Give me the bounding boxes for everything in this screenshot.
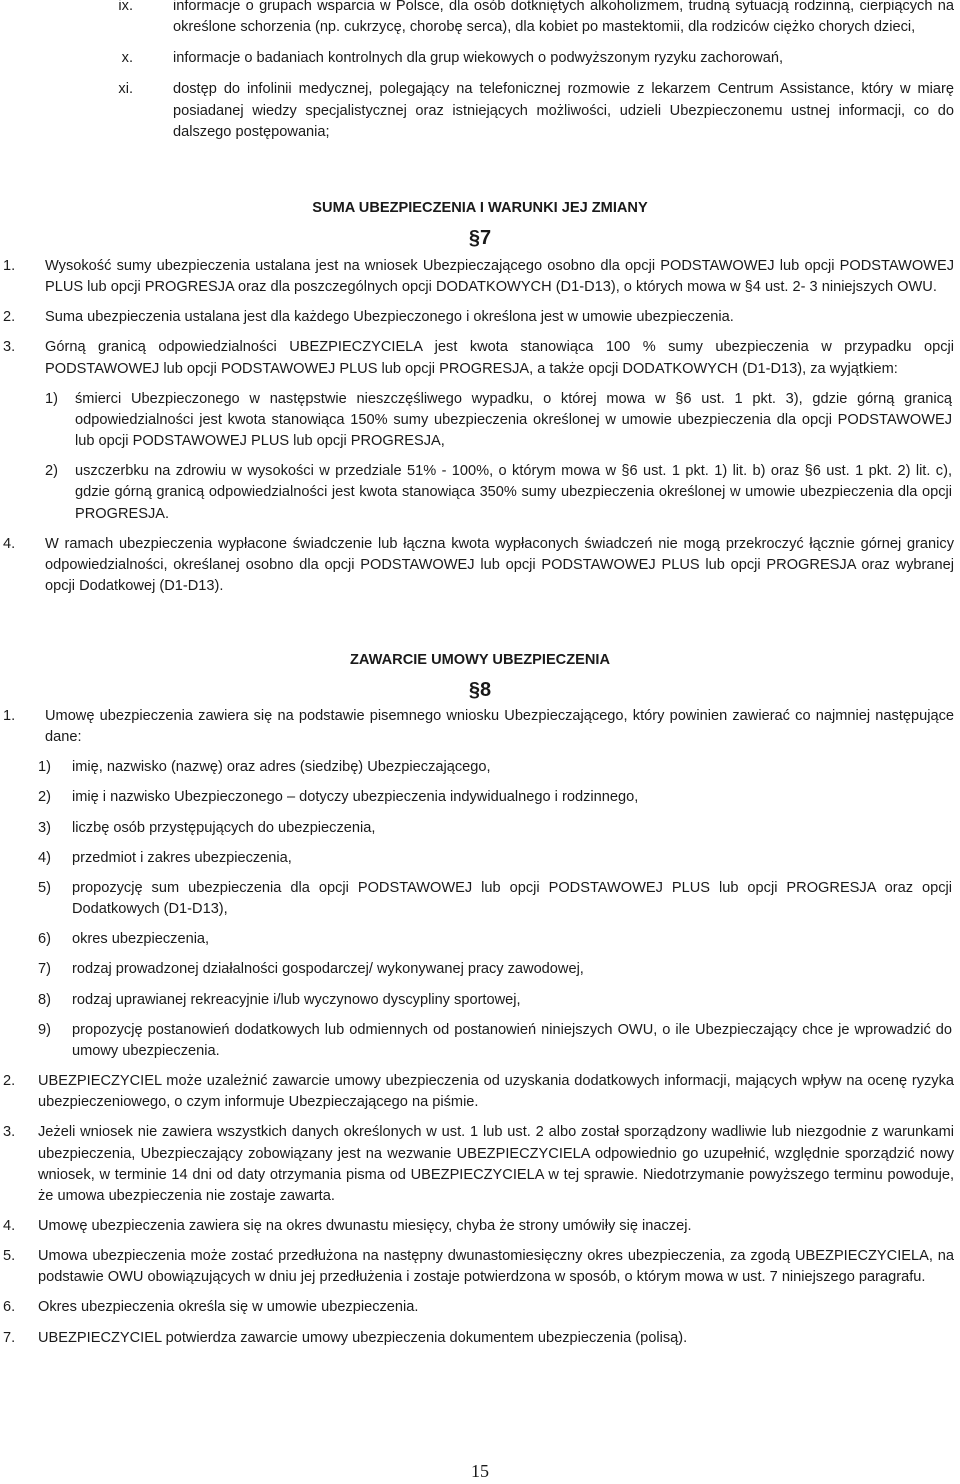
item-number: 1) <box>38 759 51 776</box>
list-item <box>0 256 960 298</box>
sub-list-item <box>0 878 960 920</box>
list-item <box>0 1216 960 1237</box>
item-text: rodzaj prowadzonej działalności gospodarczej/ wykonywanej pracy zawodowej, <box>72 961 584 978</box>
sub-list-item <box>0 959 960 980</box>
sub-list-item <box>0 990 960 1011</box>
item-number: ix. <box>118 0 133 14</box>
item-text: informacje o badaniach kontrolnych dla grup wiekowych o podwyższonym ryzyku zachorowań, <box>173 50 783 67</box>
item-text: W ramach ubezpieczenia wypłacone świadczenie lub łączna kwota wypłaconych świadczeń nie mogą przekroczyć łącznie górnej granicy odpowiedzialności, określanej osobno dla opcji PODSTAWOWEJ lub opcji PODSTAWOWEJ PLUS lub opcji PROGRESJA oraz wybranej opcji Dodatkowej (D1-D13). <box>45 535 954 595</box>
sub-list-item <box>0 1020 960 1062</box>
list-item <box>0 48 960 69</box>
item-number: 3. <box>3 339 16 356</box>
section-8-paragraph-mark: §8 <box>468 679 492 701</box>
item-number: 5) <box>38 879 51 896</box>
sub-list-item <box>0 929 960 950</box>
sub-list-item <box>0 848 960 869</box>
item-number: 9) <box>38 1021 51 1038</box>
item-text: przedmiot i zakres ubezpieczenia, <box>72 849 292 866</box>
item-text: dostęp do infolinii medycznej, polegający na telefonicznej rozmowie z lekarzem Centrum Assistance, który w miarę posiadanej wiedzy specjalistycznej oraz istniejących możliwości, udzieli Ubezpieczonemu ustnej informacji, co do dalszego postępowania; <box>173 81 954 140</box>
item-text: propozycję postanowień dodatkowych lub odmiennych od postanowień niniejszych OWU, o ile Ubezpieczający chce je wprowadzić do umowy ubezpieczenia. <box>72 1021 952 1059</box>
list-item <box>0 1071 960 1113</box>
item-number: 2) <box>38 789 51 806</box>
section-7-paragraph-mark: §7 <box>468 227 492 249</box>
item-number: 6. <box>3 1299 16 1316</box>
sub-list-item <box>0 787 960 808</box>
page-number: 15 <box>471 1461 489 1481</box>
item-number: 6) <box>38 931 51 948</box>
item-text: rodzaj uprawianej rekreacyjnie i/lub wyczynowo dyscypliny sportowej, <box>72 991 521 1008</box>
list-item <box>0 307 960 328</box>
item-text: Wysokość sumy ubezpieczenia ustalana jest na wniosek Ubezpieczającego osobno dla opcji PODSTAWOWEJ lub opcji PODSTAWOWEJ PLUS lub opcji PROGRESJA oraz dla poszczególnych opcji DODATKOWYCH (D1-D13), o których mowa w §4 ust. 2- 3 niniejszych OWU. <box>45 258 954 296</box>
item-number: 1) <box>45 390 58 407</box>
sub-list-item <box>0 818 960 839</box>
item-number: 1. <box>3 708 16 724</box>
item-number: 5. <box>3 1248 16 1265</box>
item-number: 7) <box>38 961 51 978</box>
item-text: Górną granicą odpowiedzialności UBEZPIECZYCIELA jest kwota stanowiąca 100 % sumy ubezpieczenia w przypadku opcji PODSTAWOWEJ lub opcji PODSTAWOWEJ PLUS lub opcji PROGRESJA, a także opcji DODATKOWYCH (D1-D13), za wyjątkiem: <box>45 339 954 377</box>
item-text: informacje o grupach wsparcia w Polsce, dla osób dotkniętych alkoholizmem, trudną sytuacją rodzinną, cierpiących na określone schorzenia (np. cukrzycę, chorobę serca), dla kobiet po mastektomii, dla rodziców ciężko chorych dzieci, <box>173 0 954 36</box>
list-item <box>0 79 960 142</box>
section-8-list <box>0 706 960 1358</box>
item-text: imię, nazwisko (nazwę) oraz adres (siedzibę) Ubezpieczającego, <box>72 759 491 776</box>
sub-list-item <box>0 389 960 452</box>
item-text: Jeżeli wniosek nie zawiera wszystkich danych określonych w ust. 1 lub ust. 2 albo został sporządzony wadliwie lub niezgodnie z warunkami ubezpieczenia, Ubezpieczający zobowiązany jest na wezwanie UBEZPIECZYCIELA odpowiednio go uzupełnić, względnie sporządzić nowy wniosek, w terminie 14 dni od daty otrzymania pisma od UBEZPIECZYCIELA w tej sprawie. Niedotrzymanie powyższego terminu powoduje, że umowa ubezpieczenia nie zostaje zawarta. <box>38 1124 954 1204</box>
item-number: 2) <box>45 463 58 480</box>
item-text: Umowę ubezpieczenia zawiera się na okres dwunastu miesięcy, chyba że strony umówiły się inaczej. <box>38 1217 692 1234</box>
item-number: xi. <box>118 81 133 98</box>
item-number: x. <box>121 50 133 67</box>
item-number: 4) <box>38 849 51 866</box>
item-number: 4. <box>3 1217 16 1234</box>
item-text: Suma ubezpieczenia ustalana jest dla każdego Ubezpieczonego i określona jest w umowie ubezpieczenia. <box>45 309 734 326</box>
list-item <box>0 0 960 38</box>
section-7-list <box>0 256 960 606</box>
item-number: 1. <box>3 258 16 274</box>
item-number: 3. <box>3 1124 16 1141</box>
list-item <box>0 1328 960 1349</box>
item-number: 2. <box>3 1073 16 1090</box>
section-7-title: SUMA UBEZPIECZENIA I WARUNKI JEJ ZMIANY <box>312 200 648 216</box>
list-item <box>0 1122 960 1207</box>
item-text: okres ubezpieczenia, <box>72 931 210 948</box>
item-text: UBEZPIECZYCIEL może uzależnić zawarcie umowy ubezpieczenia od uzyskania dodatkowych informacji, mających wpływ na ocenę ryzyka ubezpieczeniowego, o czym informuje Ubezpieczającego na piśmie. <box>38 1073 954 1111</box>
item-text: Umowa ubezpieczenia może zostać przedłużona na następny dwunastomiesięczny okres ubezpieczenia, za zgodą UBEZPIECZYCIELA, na podstawie OWU obowiązujących w dniu jej przedłużenia i zostaje potwierdzona w sposób, o którym mowa w ust. 7 niniejszego paragrafu. <box>38 1248 954 1286</box>
item-text: UBEZPIECZYCIEL potwierdza zawarcie umowy ubezpieczenia dokumentem ubezpieczenia (polisą). <box>38 1329 688 1346</box>
list-item <box>0 1297 960 1318</box>
item-text: liczbę osób przystępujących do ubezpieczenia, <box>72 819 376 836</box>
item-text: śmierci Ubezpieczonego w następstwie nieszczęśliwego wypadku, o której mowa w §6 ust. 1 pkt. 3), gdzie górną granicą odpowiedzialności jest kwota stanowiąca 150% sumy ubezpieczenia określonej w umowie ubezpieczenia dla opcji PODSTAWOWEJ lub opcji PODSTAWOWEJ PLUS lub opcji PROGRESJA, <box>75 390 952 450</box>
list-item <box>0 337 960 379</box>
section-8-title: ZAWARCIE UMOWY UBEZPIECZENIA <box>350 652 610 668</box>
list-item <box>0 1246 960 1288</box>
item-number: 2. <box>3 309 16 326</box>
item-number: 3) <box>38 819 51 836</box>
item-text: propozycję sum ubezpieczenia dla opcji PODSTAWOWEJ lub opcji PODSTAWOWEJ PLUS lub opcji PROGRESJA oraz opcji Dodatkowych (D1-D13), <box>72 879 952 918</box>
sub-list-item <box>0 461 960 524</box>
list-item <box>0 534 960 597</box>
sub-list-item <box>0 757 960 778</box>
benefits-list-continued <box>0 0 960 153</box>
item-text: uszczerbku na zdrowiu w wysokości w przedziale 51% - 100%, o którym mowa w §6 ust. 1 pkt. 1) lit. b) oraz §6 ust. 1 pkt. 2) lit. c), gdzie górną granicą odpowiedzialności jest kwota stanowiąca 350% sumy ubezpieczenia określonej w umowie ubezpieczenia dla opcji PROGRESJA. <box>75 463 952 522</box>
item-text: Okres ubezpieczenia określa się w umowie ubezpieczenia. <box>38 1299 419 1316</box>
item-number: 4. <box>3 535 16 552</box>
item-text: imię i nazwisko Ubezpieczonego – dotyczy ubezpieczenia indywidualnego i rodzinnego, <box>72 789 639 806</box>
list-item <box>0 706 960 748</box>
item-text: Umowę ubezpieczenia zawiera się na podstawie pisemnego wniosku Ubezpieczającego, który powinien zawierać co najmniej następujące dane: <box>45 708 954 746</box>
item-number: 8) <box>38 991 51 1008</box>
item-number: 7. <box>3 1329 16 1346</box>
